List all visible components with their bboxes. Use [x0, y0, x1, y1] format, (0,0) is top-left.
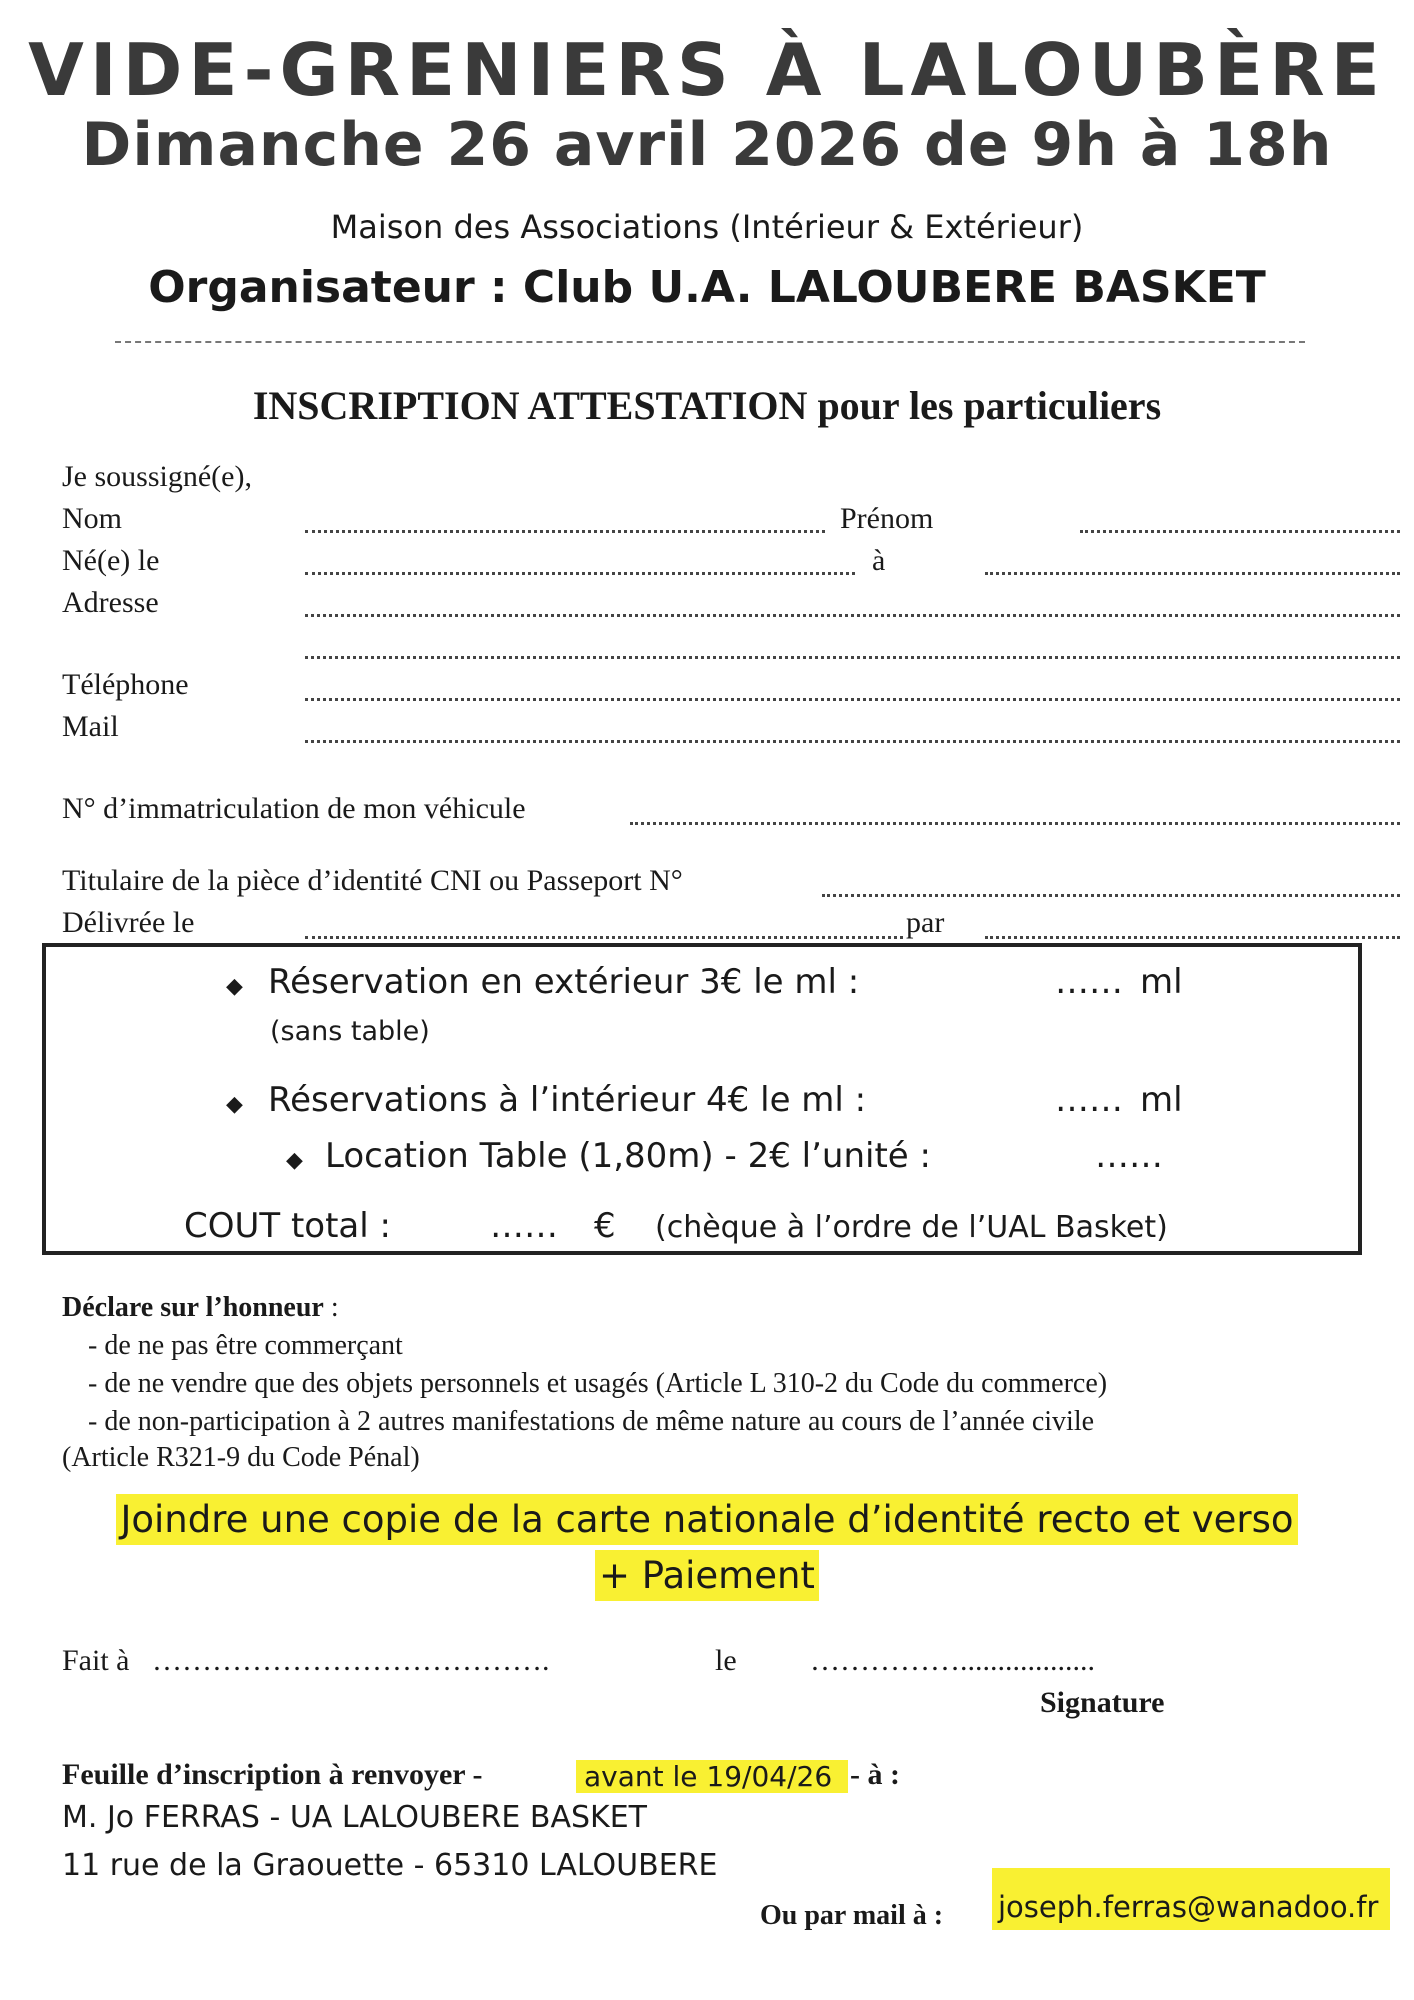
- naissance-date-field[interactable]: [305, 572, 855, 575]
- payment-notice: [0, 1554, 1414, 1597]
- contact-email[interactable]: joseph.ferras@wanadoo.fr: [992, 1868, 1390, 1930]
- declaration-item-2: - de ne vendre que des objets personnels et usagés (Article L 310-2 du Code du commerce): [88, 1368, 1108, 1399]
- return-label: Feuille d’inscription à renvoyer -: [62, 1758, 483, 1791]
- separator-line: [115, 341, 1305, 343]
- exterior-booking-unit: ml: [1140, 962, 1183, 1002]
- id-copy-notice-text: Joindre une copie de la carte nationale d’identité recto et verso: [116, 1494, 1297, 1545]
- delivree-par-label: par: [906, 906, 945, 939]
- mail-option-label: Ou par mail à :: [760, 1900, 944, 1931]
- titulaire-label: Titulaire de la pièce d’identité CNI ou Passeport N°: [62, 864, 683, 897]
- telephone-field[interactable]: [305, 698, 1400, 701]
- total-cost-label: COUT total :: [184, 1206, 391, 1246]
- intro-label: Je soussigné(e),: [62, 460, 252, 493]
- immatriculation-label: N° d’immatriculation de mon véhicule: [62, 792, 526, 825]
- event-organizer: Organisateur : Club U.A. LALOUBERE BASKET: [148, 262, 1266, 313]
- delivree-par-field[interactable]: [985, 936, 1400, 939]
- mail-label: Mail: [62, 710, 119, 743]
- fait-a-label: Fait à: [62, 1644, 130, 1677]
- payment-notice-text: + Paiement: [595, 1550, 819, 1601]
- exterior-booking-value[interactable]: ……: [1055, 962, 1123, 1002]
- telephone-label: Téléphone: [62, 668, 189, 701]
- adresse-field-2[interactable]: [305, 656, 1400, 659]
- declaration-heading-bold: Déclare sur l’honneur: [62, 1292, 324, 1323]
- adresse-field-1[interactable]: [305, 614, 1400, 617]
- return-address: 11 rue de la Graouette - 65310 LALOUBERE: [62, 1848, 718, 1883]
- nom-field[interactable]: [305, 530, 825, 533]
- id-copy-notice: [0, 1498, 1414, 1541]
- date-field[interactable]: ……………..................: [810, 1644, 1095, 1677]
- naissance-lieu-label: à: [872, 544, 886, 577]
- interior-booking-unit: ml: [1140, 1080, 1183, 1120]
- exterior-booking-label: Réservation en extérieur 3€ le ml :: [268, 962, 860, 1002]
- prenom-field[interactable]: [1080, 530, 1400, 533]
- declaration-item-3: - de non-participation à 2 autres manifestations de même nature au cours de l’année civile: [88, 1406, 1095, 1437]
- prenom-label: Prénom: [840, 502, 934, 535]
- declaration-item-3-cont: (Article R321-9 du Code Pénal): [62, 1442, 420, 1473]
- bullet-icon: ◆: [286, 1148, 303, 1173]
- total-cost-value[interactable]: ……: [490, 1206, 558, 1246]
- return-label-end: - à :: [850, 1758, 900, 1791]
- form-title-rest: pour les particuliers: [817, 383, 1162, 428]
- piece-identite-field[interactable]: [822, 894, 1400, 897]
- table-rental-value[interactable]: ……: [1095, 1136, 1163, 1176]
- naissance-lieu-field[interactable]: [985, 572, 1400, 575]
- naissance-label: Né(e) le: [62, 544, 160, 577]
- date-label: le: [715, 1644, 737, 1677]
- form-title-bold: INSCRIPTION ATTESTATION: [252, 383, 808, 428]
- table-rental-label: Location Table (1,80m) - 2€ l’unité :: [325, 1136, 931, 1176]
- delivree-date-field[interactable]: [305, 936, 903, 939]
- return-recipient: M. Jo FERRAS - UA LALOUBERE BASKET: [62, 1800, 647, 1835]
- delivree-label: Délivrée le: [62, 906, 195, 939]
- declaration-heading: [62, 1292, 339, 1324]
- interior-booking-label: Réservations à l’intérieur 4€ le ml :: [268, 1080, 867, 1120]
- declaration-heading-colon: :: [323, 1292, 339, 1323]
- exterior-booking-note: (sans table): [270, 1016, 430, 1047]
- adresse-label: Adresse: [62, 586, 159, 619]
- total-cost-currency: €: [594, 1206, 616, 1246]
- immatriculation-field[interactable]: [630, 822, 1400, 825]
- form-title: [0, 382, 1414, 429]
- total-cost-note: (chèque à l’ordre de l’UAL Basket): [655, 1210, 1168, 1245]
- event-venue: Maison des Associations (Intérieur & Extérieur): [330, 208, 1084, 246]
- return-deadline: avant le 19/04/26: [576, 1760, 848, 1793]
- nom-label: Nom: [62, 502, 122, 535]
- event-date: Dimanche 26 avril 2026 de 9h à 18h: [81, 110, 1333, 180]
- signature-label: Signature: [1040, 1686, 1165, 1719]
- mail-field[interactable]: [305, 740, 1400, 743]
- interior-booking-value[interactable]: ……: [1055, 1080, 1123, 1120]
- declaration-item-1: - de ne pas être commerçant: [88, 1330, 403, 1361]
- bullet-icon: ◆: [226, 974, 243, 999]
- fait-a-field[interactable]: ………………………………….: [152, 1644, 550, 1677]
- event-title: VIDE-GRENIERS À LALOUBÈRE: [28, 28, 1386, 112]
- bullet-icon: ◆: [226, 1092, 243, 1117]
